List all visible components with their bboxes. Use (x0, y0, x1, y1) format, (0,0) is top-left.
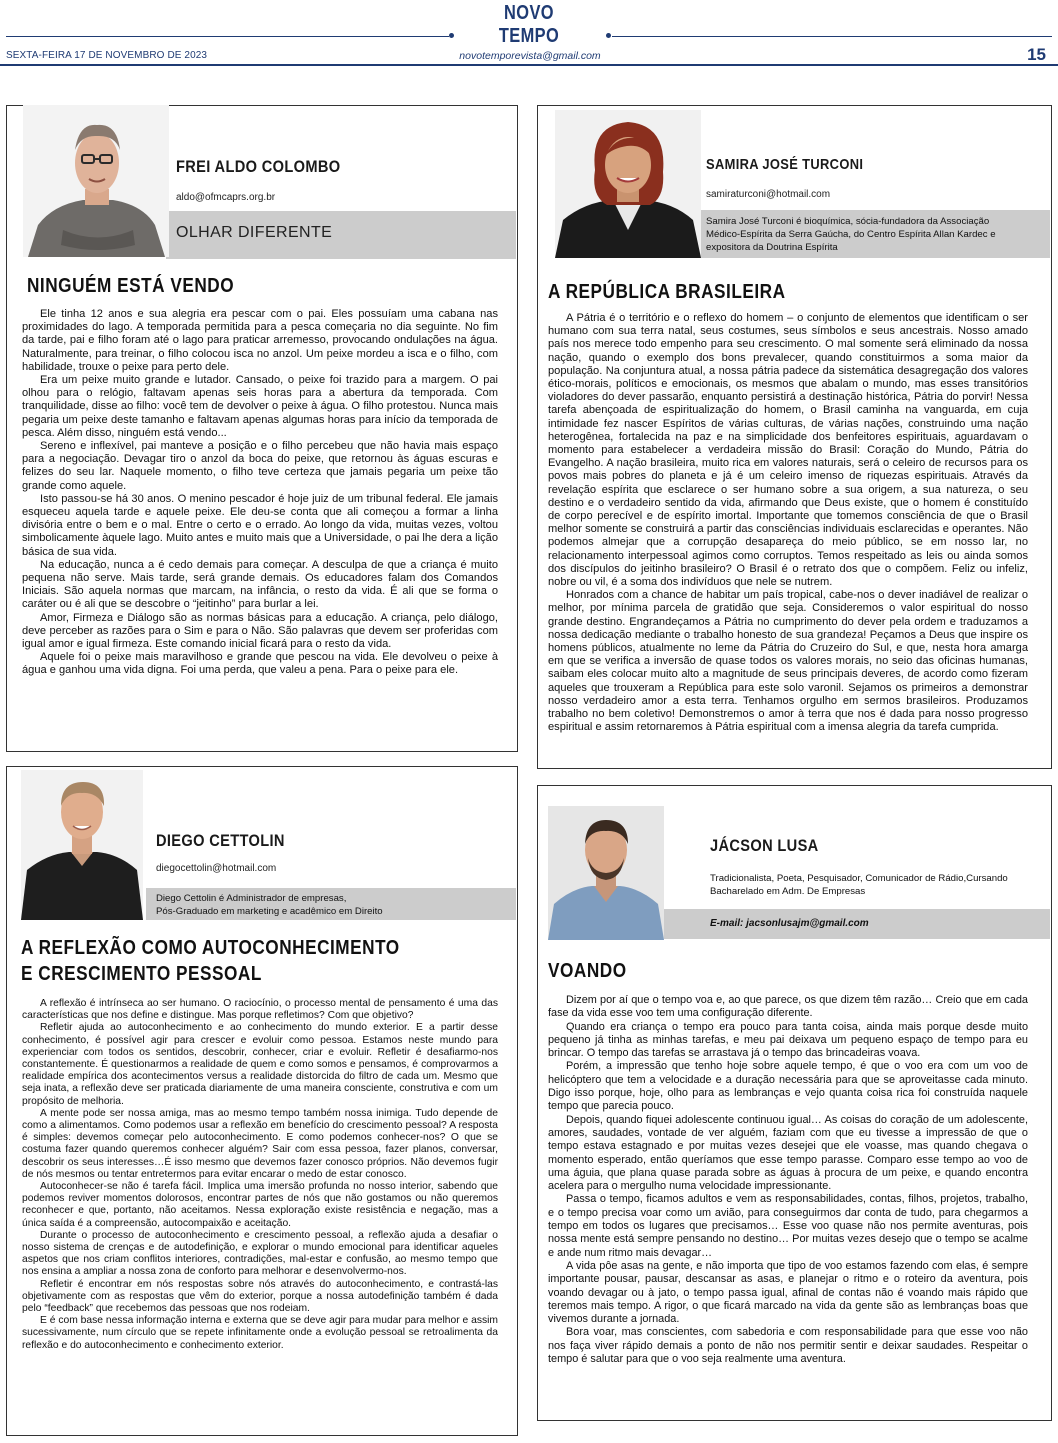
portrait-diego-icon (21, 770, 143, 920)
article-body (548, 994, 1028, 1366)
paragraph: Aquele foi o peixe mais maravilhoso e grande que pescou na vida. Ele devolveu o peixe à água e ganhou uma vida digna. Foi uma perda, que valeu a pena. Para o peixe para ele. (22, 651, 498, 677)
bio-line: Pós-Graduado em marketing e acadêmico em Direito (156, 906, 383, 917)
article-body (22, 308, 498, 678)
author-name: DIEGO CETTOLIN (156, 831, 285, 850)
issue-date: SEXTA-FEIRA 17 DE NOVEMBRO DE 2023 (6, 50, 208, 61)
paragraph: Passa o tempo, ficamos adultos e vem as responsabilidades, contas, filhos, projetos, trabalho, e o tempo precisa voar como um avião, para conseguirmos dar conta de tudo, para chegarmos a tempo em todos os lugares que precisamos… Esse voo quase não nos permite aventuras, pois nossa mente está sempre pensando no destino… Por muitas vezes desejo que o tempo se acalme e ande num ritmo mais devagar… (548, 1193, 1028, 1259)
paragraph: Depois, quando fiquei adolescente continuou igual… As coisas do coração de um adolescente, amores, saudades, vontade de ver alguém, faziam com que eu tivesse a impressão de que o tempo estava estagnado e por muitas vezes desejei que ele voasse, mas quando chegava o momento esperado, então queríamos que esse tempo parasse. Comparo esse tempo ao voo de uma águia, que plana quase parada sobre as águas à procura de um peixe, e quando encontra acelera para o mergulho numa velocidade impressionante. (548, 1113, 1028, 1193)
author-name: SAMIRA JOSÉ TURCONI (706, 156, 864, 173)
paragraph: Refletir ajuda ao autoconhecimento e ao conhecimento do mundo exterior. E a partir desse conhecimento, é possível agir para crescer e evoluir como pessoa. Estamos neste mundo para experienciar com todos os sentidos, descobrir, conhecer, criar e evoluir. Refletir é desafiarmo-nos constantemente. É questionarmos a realidade de quem e como somos e pensamos, é comprovarmos a realidade empírica dos acontecimentos versus a realidade distorcida do filtro de cada um. Mesmo que seja inata, a reflexão deve ser praticada diariamente de uma maneira consciente, construtiva e com um propósito de melhoria. (22, 1022, 498, 1107)
article-body (548, 312, 1028, 735)
author-photo-samira (555, 110, 701, 258)
header-rule-right (612, 36, 1052, 37)
portrait-jacson-icon (548, 806, 664, 940)
author-email: E-mail: jacsonlusajm@gmail.com (710, 918, 869, 929)
paragraph: Era um peixe muito grande e lutador. Cansado, o peixe foi trazido para a margem. O pai olhou para o relógio, faltavam apenas seis horas para a abertura da temporada. Com tranquilidade, disse ao filho: você tem de devolver o peixe à água. O filho protestou. Nunca mais pegaria um peixe deste tamanho e faltavam apenas algumas horas para início da temporada de pesca. Além disso, ninguém está vendo... (22, 374, 498, 439)
paragraph: Dizem por aí que o tempo voa e, ao que parece, os que dizem têm razão… Creio que em cada fase da vida esse voo tem uma configuração diferente. (548, 994, 1028, 1020)
bio-line: Diego Cettolin é Administrador de empresas, (156, 893, 347, 904)
paragraph: Honrados com a chance de habitar um país tropical, cabe-nos o dever inadiável de realizar o melhor, por mínima parcela de gratidão que seja. Consideremos o valor espiritual do nosso grande destino. Engrandeçamos a Pátria no cumprimento do dever pela ordem e traduzamos a nossa dedicação mediante o trabalho honesto de sua grandeza! Peçamos a Deus que inspire os homens públicos, atualmente no leme da Pátria do Cruzeiro do Sul, e que, nesta hora amarga em que se verifica a inversão de quase todos os valores morais, no seio das oficinas humanas, saibam eles colocar muito alto a magnitude de seus principais deveres, de acordo como fizeram aqueles que trouxeram a República para este solo varonil. Sejamos os primeiros a demonstrar nosso verdadeiro amor a esta terra. Tenhamos orgulho em sermos brasileiros. Produzamos trabalho no bem coletivo! Demonstremos o amor à terra que nos é dada para nosso progresso espiritual e assim retornaremos à Pátria espiritual com a imensa alegria da tarefa cumprida. (548, 589, 1028, 734)
article-body (22, 998, 498, 1352)
article-headline: A REPÚBLICA BRASILEIRA (548, 281, 786, 303)
author-photo-aldo (23, 105, 169, 257)
header-dot-right (606, 33, 611, 38)
bio-line: Bacharelado em Adm. De Empresas (710, 886, 866, 897)
author-bio (710, 872, 1040, 898)
headline-line: A REFLEXÃO COMO AUTOCONHECIMENTO (21, 937, 400, 959)
paragraph: Refletir é encontrar em nós respostas sobre nós através do autoconhecimento, e contrastá-las objetivamente com as respostas que vêm do exterior, porque a nossa autodefinição também é dada pelo “feedback” que recebemos das pessoas que nos rodeiam. (22, 1278, 498, 1315)
author-email: samiraturconi@hotmail.com (706, 189, 831, 200)
article-headline: VOANDO (548, 960, 627, 982)
headline-line: E CRESCIMENTO PESSOAL (21, 963, 262, 985)
article-headline: NINGUÉM ESTÁ VENDO (27, 275, 235, 297)
header-rule-left (6, 36, 449, 37)
article-headline (21, 935, 400, 987)
portrait-aldo-icon (23, 105, 169, 257)
paragraph: Porém, a impressão que tenho hoje sobre aquele tempo, é que o voo era com um voo de helicóptero que tem a velocidade e a duração necessária para que se aproveitasse cada minuto. Digo isso porque, hoje, olho para as lembranças e vejo quanta coisa rica foi construída naquele tempo que parecia pouco. (548, 1060, 1028, 1113)
paragraph: A Pátria é o território e o reflexo do homem – o conjunto de elementos que identificam o ser humano com sua terra natal, seus costumes, seus símbolos e seus ancestrais. Nosso amado país nos merece todo empenho para seu crescimento. O mal somente será eliminado da nossa nação, quando o exemplo dos bons prevalecer, quando constituirmos a soma maior da população. Na conjuntura atual, a nossa pátria padece da sistemática desagregação dos valores ético-morais, políticos e emocionais, os mesmos que abalam o mundo, mas esses transitórios violadores do dever passarão, enquanto persistirá a destinação histórica, Pátria do porvir! Nessa tarefa abençoada de espiritualização do homem, o Brasil caminha na vanguarda, em cuja intimidade fez nascer Espíritos de várias culturas, de várias nações, construindo uma nação heterogênea, fortalecida na paz e na simplicidade dos benfeitores espirituais, aguardavam o momento para estabelecer a verdadeira missão do Brasil: Coração do Mundo, Pátria do Evangelho. A nação brasileira, muito rica em valores naturais, será o celeiro de recursos para os povos mais pobres do planeta e já é um celeiro imenso de riquezas espirituais. Através da revelação espírita que esclarece o ser humano sobre a sua origem, a sua natureza, o seu destino e o verdadeiro sentido da vida, afirmando que Deus existe, que o homem é constituído de corpo perecível e de espírito imortal. Importante que tomemos consciência de que o Brasil melhor somente se construirá a partir das consciências individuais esclarecidas e operantes. Não podemos almejar que a corrupção desapareça do meio público, se em nosso lar, no relacionamento interpessoal agimos como corruptos. Temos respeitado as leis ou ainda somos dos discípulos do jeitinho brasileiro? O Brasil é o retrato dos que o compõem. Feliz ou infeliz, nobre ou vil, é a soma dos indivíduos que nele se nutrem. (548, 312, 1028, 589)
paragraph: A reflexão é intrínseca ao ser humano. O raciocínio, o processo mental de pensamento é uma das características que nos define e distingue. Mas porque refletimos? Com que objetivo? (22, 998, 498, 1022)
paragraph: Durante o processo de autoconhecimento e crescimento pessoal, a reflexão ajuda a desafiar o nosso sistema de crenças e de autodefinição, e explorar o mundo emocional para identificar aqueles aspetos que nos criam conflitos interiores, contradições, mal-estar e confusão, ao mesmo tempo que nos ensina a ampliar a nossa zona de conforto para melhorar e desenvolvermo-nos. (22, 1229, 498, 1278)
portrait-samira-icon (555, 110, 701, 258)
author-bio: Samira José Turconi é bioquímica, sócia-fundadora da Associação Médico-Espírita da Serra Gaúcha, do Centro Espírita Allan Kardec e expositora da Doutrina Espírita (706, 216, 996, 253)
author-photo-jacson (548, 806, 664, 940)
masthead-email: novotemporevista@gmail.com (459, 50, 601, 62)
bio-line: Tradicionalista, Poeta, Pesquisador, Comunicador de Rádio,Cursando (710, 873, 1008, 884)
author-photo-diego (21, 770, 143, 920)
header-bottom-rule (0, 64, 1058, 66)
paragraph: A mente pode ser nossa amiga, mas ao mesmo tempo também nossa inimiga. Tudo depende de como a alimentamos. Como podemos usar a reflexão em benefício do crescimento pessoal? A resposta é simples: devemos começar pelo autoconhecimento. E como podemos conhecer-nos? O que se costuma fazer quando queremos conhecer alguém? Sair com essa pessoa, fazer planos, conversar, descobrir os seus interesses…É isso mesmo que devemos fazer conosco próprios. Não devemos fugir de nós mesmos ou tentar entretermos para evitar encarar o medo de estar conosco. (22, 1107, 498, 1180)
author-email: diegocettolin@hotmail.com (156, 863, 277, 874)
paragraph: Quando era criança o tempo era pouco para tanta coisa, ainda mais porque desde muito pequeno já tinha as minhas tarefas, e meu pai deixava um pequeno espaço de tempo para eu brincar. O tempo das tarefas se arrastava já o tempo das brincadeiras voava. (548, 1020, 1028, 1060)
author-email: aldo@ofmcaprs.org.br (176, 192, 276, 203)
column-section: OLHAR DIFERENTE (176, 224, 333, 241)
paragraph: Autoconhecer-se não é tarefa fácil. Implica uma imersão profunda no nosso interior, sabendo que podemos reviver momentos dolorosos, encontrar partes de nós que não gostamos ou não queremos reconhecer e que, portanto, não aceitamos. Nessa exploração existe resistência e negação, mas a única saída é a compreensão, autocompaixão e aceitação. (22, 1181, 498, 1229)
paragraph: Ele tinha 12 anos e sua alegria era pescar com o pai. Eles possuíam uma cabana nas proximidades do lago. A temporada permitida para a pesca começaria no dia seguinte. No fim da tarde, pai e filho foram até o lago para praticar arremesso, provocando ondulações na água. Naturalmente, para treinar, o filho colocou isca no anzol. Um peixe mordeu a isca e o filho, com habilidade, trouxe o peixe para perto dele. (22, 308, 498, 373)
paragraph: Bora voar, mas conscientes, com sabedoria e com responsabilidade para que esse voo não nos faça viver rápido demais a ponto de não nos permitir sentir e deixar saudades. Respeitar o tempo é salutar para que o voo seja realmente uma aventura. (548, 1326, 1028, 1366)
paragraph: Sereno e inflexível, pai manteve a posição e o filho percebeu que não havia mais espaço para a negociação. Devagar tiro o anzol da boca do peixe, que retornou às águas escuras e felizes do seu lar. Naquele momento, o filho teve certeza que jamais pegaria um peixe tão grande como aquele. (22, 440, 498, 492)
page-number: 15 (1027, 45, 1046, 64)
paragraph: Isto passou-se há 30 anos. O menino pescador é hoje juiz de um tribunal federal. Ele jamais esqueceu aquela tarde e aquele peixe. Ele deu-se conta que ali começou a formar a linha divisória entre o bem e o mal. Entre o certo e o errado. Ao longo da vida, muitas vezes, voltou simbolicamente àquele lago. Muito antes e muito mais que a Universidade, o pai lhe dera a lição básica de sua vida. (22, 492, 498, 558)
masthead-title: NOVO TEMPO (498, 2, 560, 47)
paragraph: Amor, Firmeza e Diálogo são as normas básicas para a educação. A criança, pelo diálogo, deve perceber as razões para o Sim e para o Não. São palavras que devem ser proferidas com igual amor e igual firmeza. Este comando inicial ficará para o resto da vida. (22, 611, 498, 651)
author-name: FREI ALDO COLOMBO (176, 157, 341, 176)
header-dot-left (449, 33, 454, 38)
author-name: JÁCSON LUSA (710, 836, 819, 855)
paragraph: E é com base nessa informação interna e externa que se deve agir para mudar para melhor e assim sucessivamente, num círculo que se repete infinitamente onde a evolução pessoal se retroalimenta da reflexão e do autoconhecimento e conhecimento exterior. (22, 1315, 498, 1351)
author-bio (156, 892, 496, 918)
paragraph: A vida pôe asas na gente, e não importa que tipo de voo estamos fazendo com elas, é sempre importante pousar, pausar, descansar as asas, e planejar o ritmo e o roteiro da aventura, pois voando devagar ou à jato, o tempo passa igual, afinal de contas não é voando mais rápido que teremos mais tempo. A rigor, o que ficará marcado na vida da gente são as lembranças boas que vivemos durante a jornada. (548, 1259, 1028, 1326)
paragraph: Na educação, nunca a é cedo demais para começar. A desculpa de que a criança é muito pequena não serve. Mais tarde, será grande demais. Os educadores falam dos Comandos Iniciais. São aquela normas que marcam, na infância, o resto da vida. É ali que se forma o caráter ou é ali que se descobre o “jeitinho” para burlar a lei. (22, 558, 498, 611)
